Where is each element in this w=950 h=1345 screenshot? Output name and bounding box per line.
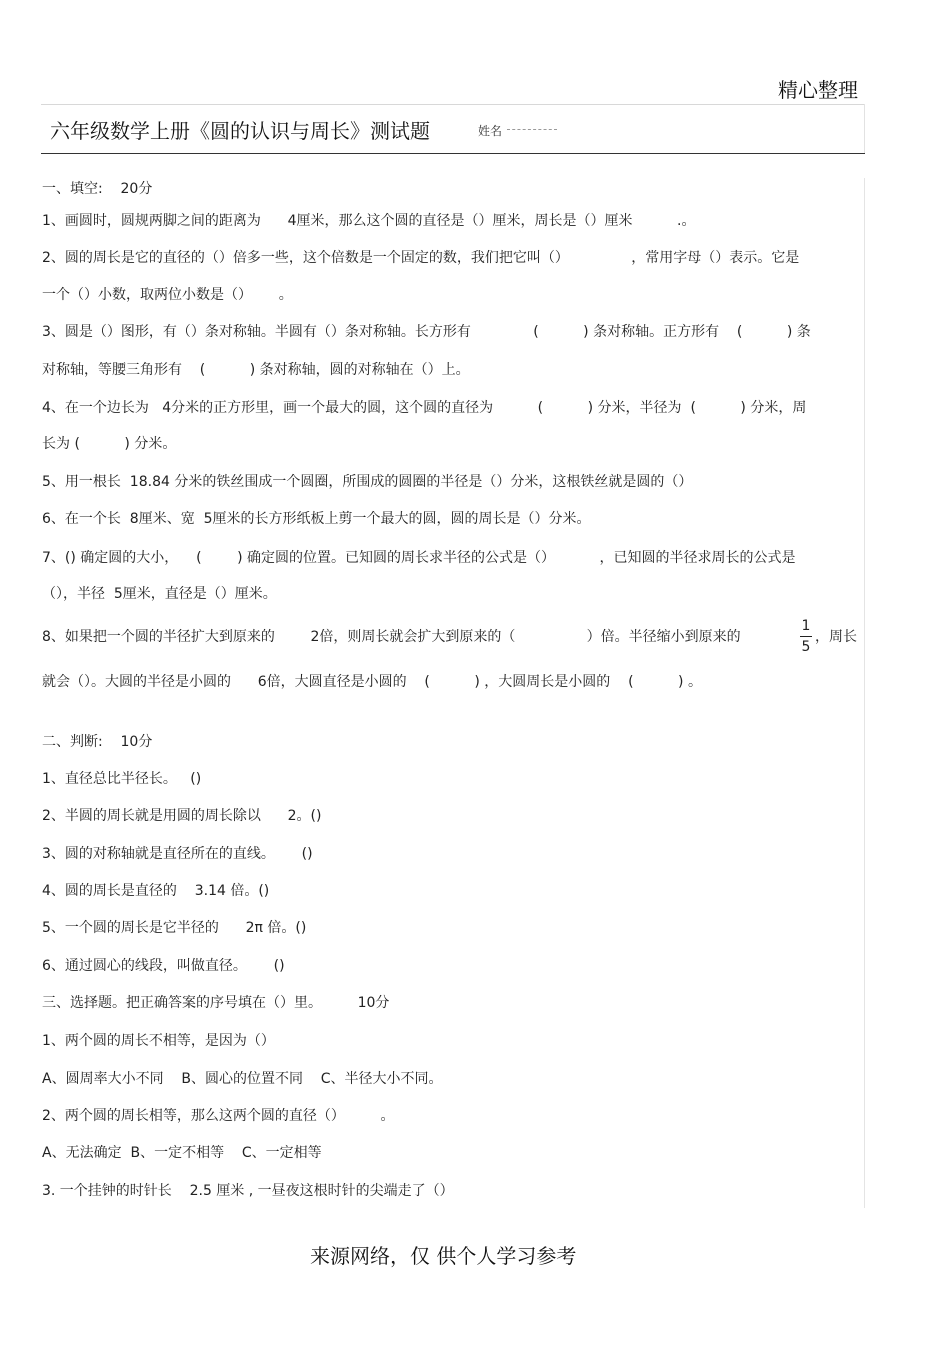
choice-question-2-options: A、无法确定 B、一定不相等 C、一定相等 <box>42 1145 322 1161</box>
choice-question-2: 2、两个圆的周长相等，那么这两个圆的直径（） 。 <box>42 1108 395 1124</box>
corner-label: 精心整理 <box>778 78 858 102</box>
header-right-border <box>864 104 865 154</box>
section-fill-blank-heading: 一、填空: 20分 <box>42 181 153 197</box>
title-underline <box>41 153 865 154</box>
choice-question-3: 3. 一个挂钟的时针长 2.5 厘米 , 一昼夜这根时针的尖端走了（） <box>42 1183 454 1199</box>
judge-question-6: 6、通过圆心的线段，叫做直径。 () <box>42 958 285 974</box>
fill-question-6: 6、在一个长 8厘米、宽 5厘米的长方形纸板上剪一个最大的圆，圆的周长是（）分米。 <box>42 511 591 527</box>
section-judge-heading: 二、判断: 10分 <box>42 734 153 750</box>
fraction-numerator: 1 <box>801 618 811 634</box>
choice-question-1-options: A、圆周率大小不同 B、圆心的位置不同 C、半径大小不同。 <box>42 1071 443 1087</box>
fill-question-8-line-1: 8、如果把一个圆的半径扩大到原来的 2倍，则周长就会扩大到原来的（ ）倍。半径缩小到原来的 <box>42 629 741 645</box>
fill-question-3-line-2: 对称轴，等腰三角形有 ( ) 条对称轴，圆的对称轴在（）上。 <box>42 362 470 378</box>
fill-question-4-line-2: 长为 ( ) 分米。 <box>42 436 177 452</box>
fraction-one-fifth <box>800 617 812 656</box>
section-choice-heading: 三、选择题。把正确答案的序号填在（）里。 10分 <box>42 995 390 1011</box>
page-title: 六年级数学上册《圆的认识与周长》测试题 <box>50 119 430 143</box>
footer-source-note: 来源网络，仅 供个人学习参考 <box>310 1244 577 1268</box>
fill-question-7-line-2: （），半径 5厘米，直径是（）厘米。 <box>42 586 277 602</box>
name-label: 姓名 <box>478 124 503 138</box>
judge-question-2: 2、半圆的周长就是用圆的周长除以 2。() <box>42 808 322 824</box>
fill-question-2-line-1: 2、圆的周长是它的直径的（）倍多一些，这个倍数是一个固定的数，我们把它叫（） ，常用字母（）表示。它是 <box>42 250 800 266</box>
fill-question-7-line-1: 7、() 确定圆的大小， ( ) 确定圆的位置。已知圆的周长求半径的公式是（） ，已知圆的半径求周长的公式是 <box>42 550 796 566</box>
fill-question-8-line-2: 就会（）。大圆的半径是小圆的 6倍，大圆直径是小圆的 ( ) ，大圆周长是小圆的 ( ) 。 <box>42 674 702 690</box>
choice-question-1: 1、两个圆的周长不相等，是因为（） <box>42 1033 275 1049</box>
fill-question-8-line-1-tail: ，周长 <box>815 629 857 645</box>
header-top-border <box>41 104 865 105</box>
fill-question-5: 5、用一根长 18.84 分米的铁丝围成一个圆圈，所围成的圆圈的半径是（）分米，这根铁丝就是圆的（） <box>42 474 693 490</box>
fill-question-1: 1、画圆时，圆规两脚之间的距离为 4厘米，那么这个圆的直径是（）厘米，周长是（）厘米 .。 <box>42 213 696 229</box>
name-blank-line <box>507 129 557 130</box>
judge-question-5: 5、一个圆的周长是它半径的 2π 倍。() <box>42 920 307 936</box>
body-right-border <box>864 178 865 1208</box>
judge-question-4: 4、圆的周长是直径的 3.14 倍。() <box>42 883 270 899</box>
judge-question-1: 1、直径总比半径长。 () <box>42 771 202 787</box>
fill-question-2-line-2: 一个（）小数，取两位小数是（） 。 <box>42 287 293 303</box>
judge-question-3: 3、圆的对称轴就是直径所在的直线。 () <box>42 846 313 862</box>
fraction-bar <box>800 636 812 637</box>
fill-question-4-line-1: 4、在一个边长为 4分米的正方形里，画一个最大的圆，这个圆的直径为 ( ) 分米，半径为 ( ) 分米，周 <box>42 400 807 416</box>
fill-question-3-line-1: 3、圆是（）图形，有（）条对称轴。半圆有（）条对称轴。长方形有 ( ) 条对称轴。正方形有 ( ) 条 <box>42 324 811 340</box>
fraction-denominator: 5 <box>801 639 811 655</box>
